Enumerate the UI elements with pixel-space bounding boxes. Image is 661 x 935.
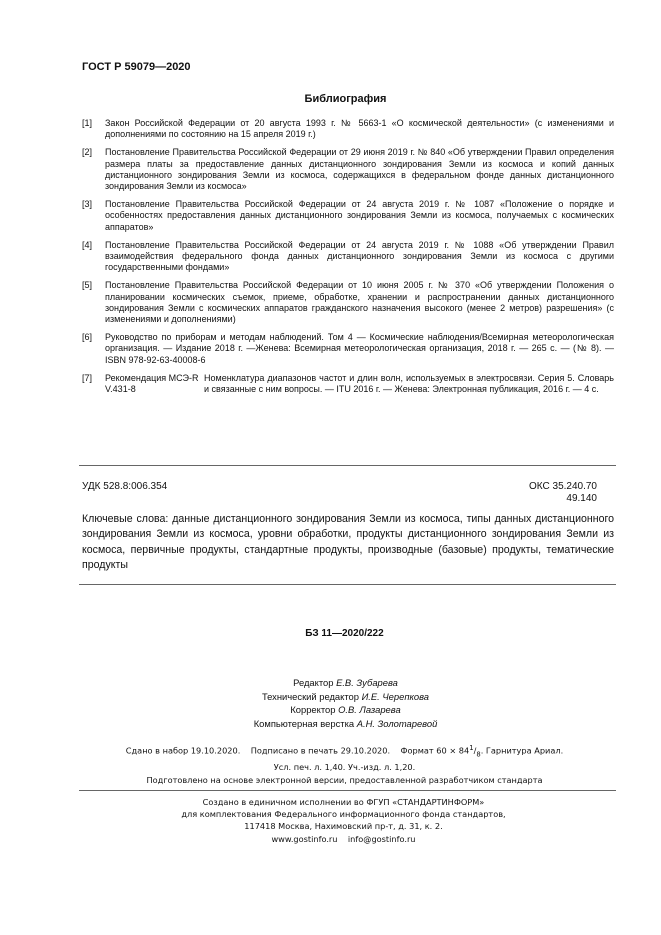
imprint-format-numerator: 1 bbox=[469, 744, 474, 752]
imprint-format: Формат 60 × 84 bbox=[400, 745, 470, 756]
standard-header: ГОСТ Р 59079—2020 bbox=[82, 61, 191, 73]
reference-text: Постановление Правительства Российской Федерации от 24 августа 2019 г. № 1088 «Об утверждении Правил взаимодействия федерального фонда данных дистанционного зондирования Земли из космоса с другими государственными фондами» bbox=[105, 239, 614, 273]
bibliography-list bbox=[82, 118, 614, 402]
reference-text: Руководство по приборам и методам наблюдений. Том 4 — Космические наблюдения/Всемирная метеорологическая организация. — Издание 2018 г. —Женева: Всемирная метеорологическая организация, 2018 г. — 265 с. — (№ 8). — ISBN 978-92-63-40008-6 bbox=[105, 332, 614, 365]
keywords-paragraph: Ключевые слова: данные дистанционного зондирования Земли из космоса, типы данных дистанционного зондирования Земли из космоса, уровни обработки, продукты дистанционного зондирования Земли из космоса, первичные продукты, стандартные продукты, производные (базовые) продукты, тематические продукты bbox=[82, 513, 614, 571]
credit-line bbox=[30, 703, 661, 717]
credit-name: А.Н. Золотаревой bbox=[356, 717, 438, 729]
oks-code-secondary: 49.140 bbox=[566, 493, 597, 504]
credit-name: О.В. Лазарева bbox=[338, 704, 401, 715]
reference-item bbox=[82, 240, 614, 274]
divider bbox=[79, 584, 616, 585]
publisher-line: для комплектования Федерального информационного фонда стандартов, bbox=[181, 809, 506, 820]
reference-item bbox=[82, 199, 614, 233]
credit-role: Редактор bbox=[293, 677, 334, 688]
bz-number: БЗ 11—2020/222 bbox=[305, 628, 384, 639]
publisher-contacts bbox=[26, 833, 661, 845]
credit-name: И.Е. Черепкова bbox=[361, 690, 430, 702]
publisher-block bbox=[0, 796, 661, 845]
reference-number: [1] bbox=[82, 118, 93, 128]
publisher-line: Создано в единичном исполнении во ФГУП «СТАНДАРТИНФОРМ» bbox=[202, 797, 485, 807]
reference-text: Закон Российской Федерации от 20 августа 1993 г. № 5663-1 «О космической деятельности» (с изменениями и дополнениями по состоянию на 15 апреля 2019 г.) bbox=[105, 118, 614, 140]
imprint-prepared: Подготовлено на основе электронной версии, предоставленной разработчиком стандарта bbox=[146, 774, 543, 785]
reference-number: [4] bbox=[82, 239, 93, 250]
reference-number: [5] bbox=[82, 280, 93, 291]
credit-name: Е.В. Зубарева bbox=[336, 677, 398, 688]
reference-text: Постановление Правительства Российской Федерации от 24 августа 2019 г. № 1087 «Положение о порядке и особенностях предоставления данных дистанционного зондирования Земли из космоса, получаемых с космических аппаратов» bbox=[105, 199, 614, 232]
reference-item bbox=[82, 118, 614, 140]
imprint-sheets: Усл. печ. л. 1,40. Уч.-изд. л. 1,20. bbox=[273, 761, 416, 772]
reference-number: [6] bbox=[82, 332, 93, 343]
publisher-website-link[interactable]: www.gostinfo.ru bbox=[271, 833, 338, 844]
reference-text: Номенклатура диапазонов частот и длин волн, используемых в электросвязи. Серия 5. Словарь и связанные с ним вопросы. — ITU 2016 г. — Женева: Электронная публикация, 2016 г. — 4 с. bbox=[204, 372, 614, 395]
reference-item bbox=[82, 147, 614, 192]
reference-number: [3] bbox=[82, 199, 93, 210]
imprint-sent: Сдано в набор 19.10.2020. bbox=[125, 745, 241, 756]
oks-code-primary: ОКС 35.240.70 bbox=[529, 481, 597, 492]
reference-item bbox=[82, 332, 614, 366]
credit-role: Технический редактор bbox=[261, 690, 359, 702]
reference-item bbox=[82, 280, 614, 325]
reference-text: Постановление Правительства Российской Федерации от 29 июня 2019 г. № 840 «Об утверждении Правил определения размера платы за предоставление данных дистанционного зондирования Земли из космоса и копий данных дистанционного зондирования Земли из космоса, содержащихся в федеральном фонде данных дистанционного зондирования Земли из космоса» bbox=[105, 147, 614, 192]
imprint-block bbox=[0, 742, 661, 786]
imprint-line: Сдано в набор 19.10.2020. Подписано в печать 29.10.2020. Формат $60 \times 84^1/_8$. Гарнитура Ариал. bbox=[125, 744, 564, 759]
publisher-address: 117418 Москва, Нахимовский пр-т, д. 31, к. 2. bbox=[244, 821, 443, 832]
reference-text: Постановление Правительства Российской Федерации от 10 июня 2005 г. № 370 «Об утверждении Положения о планировании космических съемок, приеме, обработке, хранении и распространении данных дистанционного зондирования Земли с космических аппаратов гражданского назначения высокого (менее 2 метров) разрешения» (с изменениями и дополнениями) bbox=[105, 280, 614, 325]
reference-number: [2] bbox=[82, 147, 93, 158]
publisher-email-link[interactable]: info@gostinfo.ru bbox=[347, 833, 416, 844]
credit-line bbox=[30, 690, 661, 704]
bibliography-title: Библиография bbox=[304, 93, 387, 105]
reference-source: Рекомендация МСЭ-R V.431-8 bbox=[105, 372, 199, 395]
imprint-signed: Подписано в печать 29.10.2020. bbox=[250, 745, 391, 756]
reference-number: [7] bbox=[82, 372, 93, 383]
credit-line bbox=[30, 676, 661, 690]
credits-block bbox=[0, 676, 661, 730]
reference-item bbox=[82, 373, 614, 395]
udc-code: УДК 528.8:006.354 bbox=[82, 481, 168, 492]
credit-role: Компьютерная верстка bbox=[253, 717, 355, 729]
credit-role: Корректор bbox=[290, 704, 336, 715]
divider bbox=[79, 465, 616, 466]
imprint-typeface: . Гарнитура Ариал. bbox=[480, 745, 564, 756]
imprint-format-denominator: 8 bbox=[476, 750, 481, 759]
oks-code bbox=[497, 481, 597, 505]
divider bbox=[79, 790, 616, 791]
credit-line bbox=[30, 717, 661, 731]
